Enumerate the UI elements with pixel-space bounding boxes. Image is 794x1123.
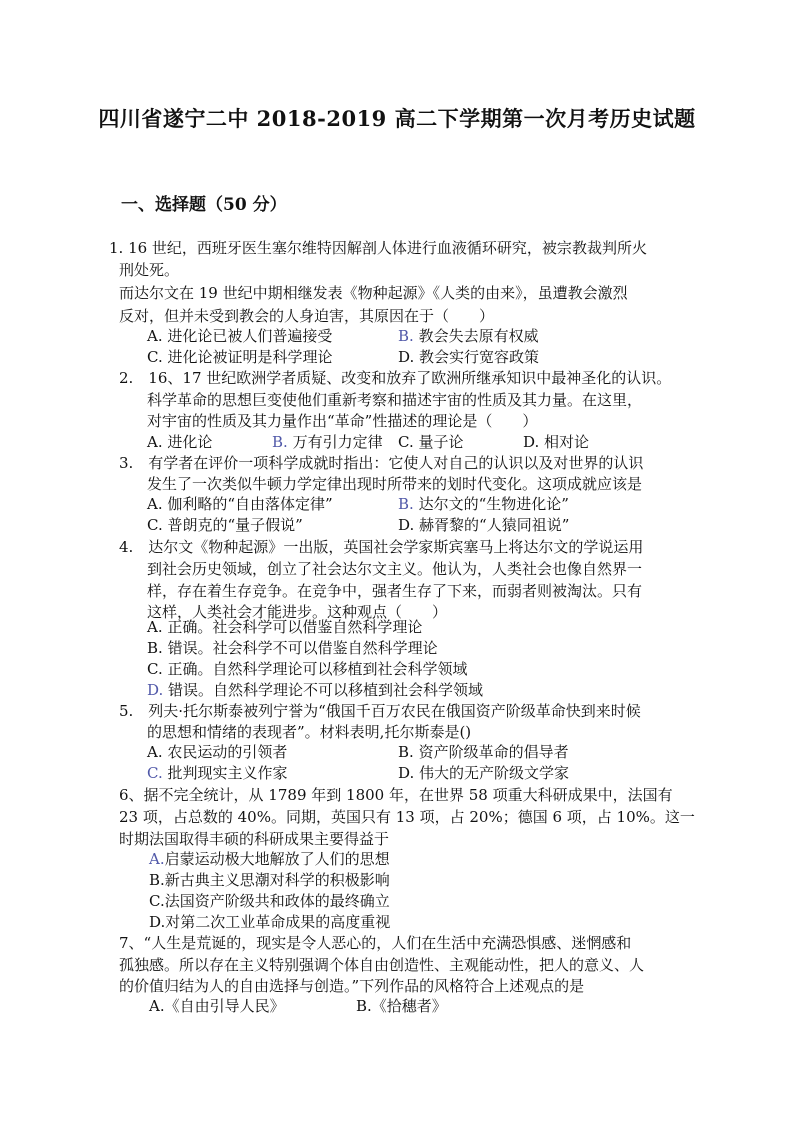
- q3-option-a: [147, 494, 333, 514]
- q5-stem-line-1: 5. 列夫·托尔斯泰被列宁誉为“俄国千百万农民在俄国资产阶级革命快到来时候: [119, 702, 641, 720]
- q2-option-a: [147, 432, 212, 452]
- option-text: 教会实行宽容政策: [419, 348, 540, 366]
- option-text: 赫胥黎的“人猿同祖说”: [419, 516, 570, 534]
- q6-option-a: [149, 849, 390, 869]
- option-text: 伟大的无产阶级文学家: [419, 764, 570, 782]
- option-text: 批判现实主义作家: [167, 764, 288, 782]
- q7-option-b: B.《拾穗者》: [356, 997, 447, 1015]
- option-letter: D.: [147, 681, 164, 699]
- option-text: 教会失去原有权威: [418, 327, 539, 345]
- q2-stem-line-2: 科学革命的思想巨变使他们重新考察和描述宇宙的性质及其力量。在这里，: [147, 391, 643, 409]
- option-text: 万有引力定律: [292, 433, 383, 451]
- q4-option-d: [147, 680, 483, 700]
- q1-stem-line-2: 刑处死。: [119, 261, 180, 279]
- option-text: 农民运动的引领者: [167, 743, 288, 761]
- q6-option-b: B.新古典主义思潮对科学的积极影响: [149, 871, 390, 889]
- option-letter: A.: [149, 850, 165, 868]
- option-letter: C.: [398, 433, 414, 451]
- option-text: 启蒙运动极大地解放了人们的思想: [164, 850, 390, 868]
- option-text: 相对论: [544, 433, 590, 451]
- q7-stem-line-1: 7、“人生是荒诞的，现实是令人恶心的，人们在生活中充满恐惧感、迷惘感和: [119, 934, 632, 952]
- option-text: 错误。自然科学理论不可以移植到社会科学领域: [168, 681, 484, 699]
- option-letter: B.: [398, 743, 414, 761]
- option-text: 量子论: [418, 433, 464, 451]
- q5-option-b: [398, 742, 569, 762]
- q5-option-a: [147, 742, 287, 762]
- q7-option-a: A.《自由引导人民》: [149, 997, 285, 1015]
- option-text: 进化论已被人们普遍接受: [167, 327, 333, 345]
- q6-option-d: D.对第二次工业革命成果的高度重视: [149, 913, 391, 931]
- q4-stem-line-1: 4. 达尔文《物种起源》一出版，英国社会学家斯宾塞马上将达尔文的学说运用: [119, 538, 644, 556]
- option-letter: D.: [398, 348, 415, 366]
- q6-stem-line-3: 时期法国取得丰硕的科研成果主要得益于: [119, 830, 390, 848]
- option-text: 普朗克的“量子假说”: [167, 516, 303, 534]
- q2-stem-line-3: 对宇宙的性质及其力量作出“革命”性描述的理论是（ ）: [147, 412, 538, 430]
- option-text: 伽利略的“自由落体定律”: [167, 495, 333, 513]
- q1-stem-line-1: 1. 16 世纪，西班牙医生塞尔维特因解剖人体进行血液循环研究，被宗教裁判所火: [109, 239, 647, 257]
- option-letter: A.: [147, 433, 163, 451]
- q2-stem-line-1: 2. 16、17 世纪欧洲学者质疑、改变和放弃了欧洲所继承知识中最神圣化的认识。: [119, 369, 672, 387]
- q1-option-b: [398, 326, 539, 346]
- option-letter: A.: [147, 743, 163, 761]
- q1-option-d: [398, 347, 539, 367]
- q6-option-c: C.法国资产阶级共和政体的最终确立: [149, 892, 390, 910]
- q5-option-d: [398, 763, 569, 783]
- page-title: 四川省遂宁二中 2018-2019 高二下学期第一次月考历史试题: [98, 106, 696, 131]
- q2-option-d: [523, 432, 589, 452]
- q1-stem-line-4: 反对，但并未受到教会的人身迫害，其原因在于（ ）: [119, 307, 495, 325]
- q2-option-b: [272, 432, 383, 452]
- q3-stem-line-2: 发生了一次类似牛顿力学定律出现时所带来的划时代变化。这项成就应该是: [147, 475, 643, 493]
- q4-option-b: [147, 638, 438, 658]
- q6-stem-line-2: 23 项，占总数的 40%。同期，英国只有 13 项，占 20%；德国 6 项，占 10%。这一: [119, 808, 695, 826]
- q4-stem-line-4: 这样，人类社会才能进步。这种观点（ ）: [147, 603, 448, 621]
- option-letter: A.: [147, 618, 163, 636]
- q1-option-c: [147, 347, 333, 367]
- q4-stem-line-3: 样，存在着生存竞争。在竞争中，强者生存了下来，而弱者则被淘汰。只有: [147, 582, 643, 600]
- q1-stem-line-3: 而达尔文在 19 世纪中期相继发表《物种起源》《人类的由来》，虽遭教会激烈: [119, 284, 628, 302]
- q7-stem-line-2: 孤独感。所以存在主义特别强调个体自由创造性、主观能动性，把人的意义、人: [119, 956, 645, 974]
- q4-option-a: [147, 617, 422, 637]
- q5-option-c: [147, 763, 288, 783]
- option-letter: C.: [147, 764, 163, 782]
- option-letter: B.: [398, 495, 414, 513]
- option-letter: C.: [147, 516, 163, 534]
- option-letter: B.: [398, 327, 414, 345]
- q3-option-d: [398, 515, 569, 535]
- section-heading: 一、选择题（50 分）: [121, 195, 287, 215]
- option-text: 正确。社会科学可以借鉴自然科学理论: [167, 618, 423, 636]
- option-text: 进化论被证明是科学理论: [167, 348, 333, 366]
- option-letter: A.: [147, 495, 163, 513]
- option-letter: B.: [272, 433, 288, 451]
- option-letter: C.: [147, 660, 163, 678]
- q3-option-c: [147, 515, 303, 535]
- q7-stem-line-3: 的价值归结为人的自由选择与创造。”下列作品的风格符合上述观点的是: [119, 977, 585, 995]
- q3-option-b: [398, 494, 569, 514]
- option-letter: C.: [147, 348, 163, 366]
- q2-option-c: [398, 432, 464, 452]
- q4-stem-line-2: 到社会历史领域，创立了社会达尔文主义。他认为，人类社会也像自然界一: [147, 560, 643, 578]
- q1-option-a: [147, 326, 332, 346]
- option-letter: A.: [147, 327, 163, 345]
- option-text: 资产阶级革命的倡导者: [418, 743, 569, 761]
- option-text: 错误。社会科学不可以借鉴自然科学理论: [167, 639, 438, 657]
- option-letter: D.: [398, 764, 415, 782]
- option-text: 正确。自然科学理论可以移植到社会科学领域: [167, 660, 468, 678]
- q4-option-c: [147, 659, 468, 679]
- q6-stem-line-1: 6、据不完全统计，从 1789 年到 1800 年，在世界 58 项重大科研成果中，法国有: [119, 786, 673, 804]
- q5-stem-line-2: 的思想和情绪的表现者”。材料表明,托尔斯泰是(): [147, 723, 472, 741]
- option-letter: D.: [398, 516, 415, 534]
- option-text: 达尔文的“生物进化论”: [418, 495, 569, 513]
- q3-stem-line-1: 3. 有学者在评价一项科学成就时指出：它使人对自己的认识以及对世界的认识: [119, 454, 644, 472]
- option-letter: B.: [147, 639, 163, 657]
- option-text: 进化论: [167, 433, 213, 451]
- option-letter: D.: [523, 433, 540, 451]
